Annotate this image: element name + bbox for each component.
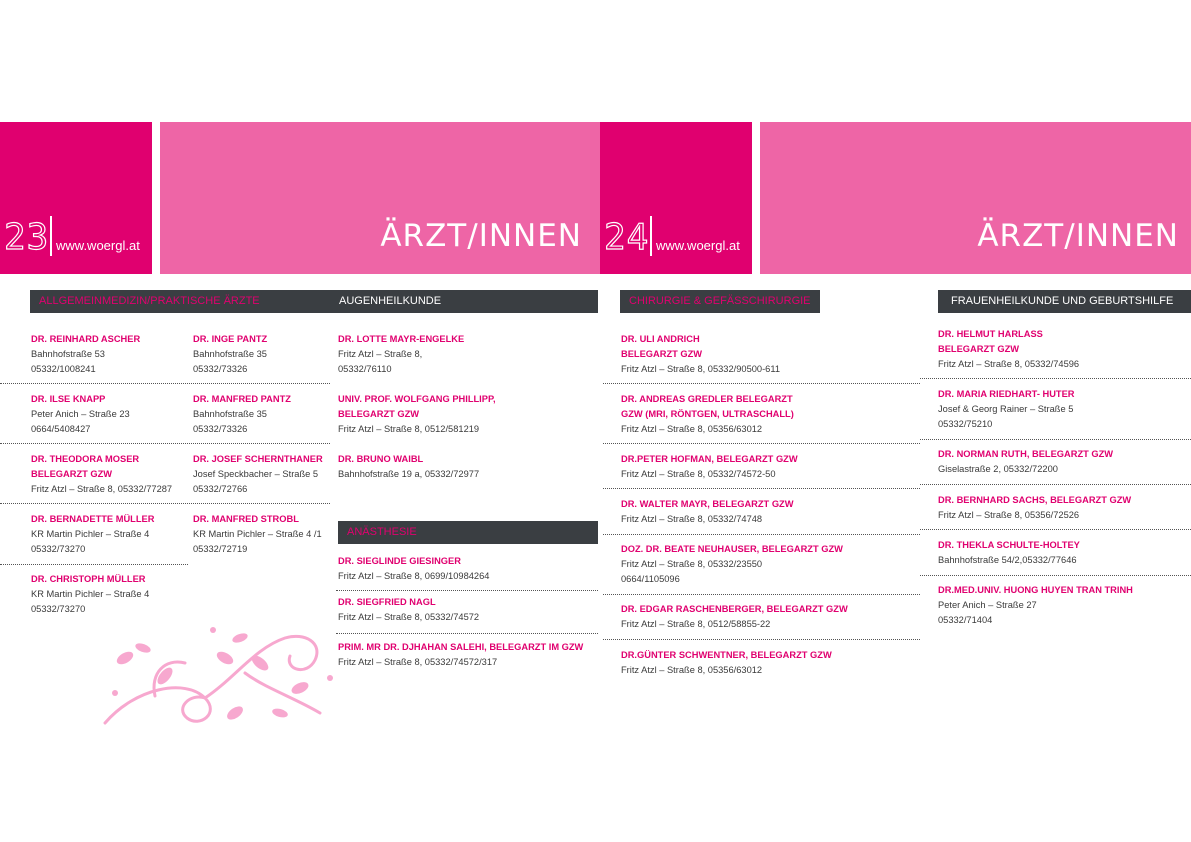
doctor-entry	[938, 327, 1079, 372]
address-line: Bahnhofstraße 35	[193, 349, 267, 359]
doctor-name: PRIM. MR DR. DJHAHAN SALEHI, BELEGARZT IM GZW	[338, 642, 584, 652]
phone-line: 05332/75210	[938, 419, 993, 429]
divider	[603, 383, 920, 384]
address-line: KR Martin Pichler – Straße 4	[31, 589, 150, 599]
address-line: KR Martin Pichler – Straße 4	[31, 529, 150, 539]
doctor-entry	[31, 392, 130, 437]
address-line: Josef Speckbacher – Straße 5	[193, 469, 319, 479]
divider	[0, 443, 330, 444]
doctor-name-cont: BELEGARZT GZW	[338, 409, 420, 419]
doctor-name-cont: BELEGARZT GZW	[621, 349, 703, 359]
phone-line: 0664/5408427	[31, 424, 91, 434]
doctor-entry	[621, 648, 832, 678]
doctor-name: DR. INGE PANTZ	[193, 334, 268, 344]
doctor-entry	[938, 387, 1075, 432]
phone-line: 05332/76110	[338, 364, 392, 374]
phone-line: 05332/73326	[193, 364, 248, 374]
page-number-block-right	[600, 122, 752, 274]
phone-line: 05332/72719	[193, 544, 248, 554]
phone-line: 05332/71404	[938, 615, 993, 625]
doctor-entry	[338, 554, 489, 584]
address-line: Fritz Atzl – Straße 8, 0512/581219	[338, 424, 480, 434]
section-heading-augenheilkunde: AUGENHEILKUNDE	[330, 290, 598, 313]
doctor-name: DR. BERNADETTE MÜLLER	[31, 514, 155, 524]
doctor-entry	[938, 447, 1113, 477]
doctor-name: DR. ILSE KNAPP	[31, 394, 106, 404]
address-line: Fritz Atzl – Straße 8, 05356/63012	[621, 665, 763, 675]
divider	[603, 443, 920, 444]
divider	[603, 594, 920, 595]
doctor-name: DR. THEODORA MOSER	[31, 454, 140, 464]
doctor-name: DR. MANFRED STROBL	[193, 514, 299, 524]
doctor-name: DR.PETER HOFMAN, BELEGARZT GZW	[621, 454, 798, 464]
address-line: Fritz Atzl – Straße 8,	[338, 349, 423, 359]
address-line: Peter Anich – Straße 27	[938, 600, 1037, 610]
divider	[0, 383, 330, 384]
doctor-name: DR.GÜNTER SCHWENTNER, BELEGARZT GZW	[621, 650, 832, 660]
address-line: Fritz Atzl – Straße 8, 05332/74596	[938, 359, 1080, 369]
doctor-entry	[31, 452, 172, 497]
doctor-name: DOZ. DR. BEATE NEUHAUSER, BELEGARZT GZW	[621, 544, 843, 554]
phone-line: 05332/73270	[31, 604, 86, 614]
phone-line: 05332/1008241	[31, 364, 96, 374]
divider	[920, 439, 1191, 440]
doctor-name: DR. MARIA RIEDHART- HUTER	[938, 389, 1075, 399]
divider	[603, 534, 920, 535]
doctor-entry	[31, 332, 140, 377]
page-number-divider	[50, 216, 52, 256]
doctor-name: UNIV. PROF. WOLFGANG PHILLIPP,	[338, 394, 496, 404]
doctor-entry	[193, 512, 322, 557]
address-line: Bahnhofstraße 53	[31, 349, 105, 359]
doctor-entry	[621, 392, 794, 437]
doctor-name: DR. WALTER MAYR, BELEGARZT GZW	[621, 499, 794, 509]
doctor-entry	[938, 583, 1133, 628]
doctor-name: DR. EDGAR RASCHENBERGER, BELEGARZT GZW	[621, 604, 848, 614]
doctor-entry	[621, 452, 798, 482]
doctor-entry	[621, 497, 794, 527]
doctor-entry	[338, 595, 479, 625]
divider	[920, 575, 1191, 576]
address-line: Fritz Atzl – Straße 8, 0512/58855-22	[621, 619, 771, 629]
address-line: Fritz Atzl – Straße 8, 0699/10984264	[338, 571, 490, 581]
phone-line: 05332/73326	[193, 424, 248, 434]
title-block-right	[760, 122, 1191, 274]
divider	[920, 378, 1191, 379]
doctor-name: DR. REINHARD ASCHER	[31, 334, 141, 344]
section-heading-chirurgie: CHIRURGIE & GEFÄSSCHIRURGIE	[620, 290, 820, 313]
doctor-name-cont: GZW (MRI, RÖNTGEN, ULTRASCHALL)	[621, 409, 794, 419]
page-number-right: 24	[604, 217, 650, 258]
address-line: Fritz Atzl – Straße 8, 05356/63012	[621, 424, 763, 434]
phone-line: 0664/1105096	[621, 574, 680, 584]
doctor-name-cont: BELEGARZT GZW	[938, 344, 1020, 354]
address-line: Fritz Atzl – Straße 8, 05332/74572/317	[338, 657, 498, 667]
address-line: Giselastraße 2, 05332/72200	[938, 464, 1058, 474]
doctor-entry	[193, 332, 267, 377]
doctor-entry	[193, 452, 323, 497]
address-line: KR Martin Pichler – Straße 4 /1	[193, 529, 322, 539]
divider	[603, 639, 920, 640]
doctor-name: DR. JOSEF SCHERNTHANER	[193, 454, 323, 464]
doctor-entry	[938, 493, 1131, 523]
address-line: Bahnhofstraße 54/2,05332/77646	[938, 555, 1077, 565]
doctor-entry	[338, 640, 583, 670]
divider	[0, 564, 188, 565]
doctor-name: DR. HELMUT HARLASS	[938, 329, 1043, 339]
doctor-entry	[338, 332, 464, 377]
doctor-entry	[621, 542, 843, 587]
doctor-entry	[193, 392, 291, 437]
website-url-left: www.woergl.at	[56, 238, 140, 253]
address-line: Bahnhofstraße 35	[193, 409, 267, 419]
address-line: Josef & Georg Rainer – Straße 5	[938, 404, 1074, 414]
doctor-entry	[338, 452, 479, 482]
section-heading-allgemeinmedizin: ALLGEMEINMEDIZIN/PRAKTISCHE ÄRZTE	[30, 290, 330, 313]
doctor-entry	[338, 392, 496, 437]
doctor-entry	[31, 572, 149, 617]
page-number-block-left	[0, 122, 152, 274]
doctor-name: DR. BRUNO WAIBL	[338, 454, 424, 464]
doctor-name: DR. LOTTE MAYR-ENGELKE	[338, 334, 465, 344]
doctor-name: DR. SIEGFRIED NAGL	[338, 597, 436, 607]
doctor-entry	[31, 512, 154, 557]
address-line: Fritz Atzl – Straße 8, 05332/23550	[621, 559, 763, 569]
doctor-name: DR. BERNHARD SACHS, BELEGARZT GZW	[938, 495, 1132, 505]
doctor-entry	[621, 602, 848, 632]
address-line: Fritz Atzl – Straße 8, 05332/74572-50	[621, 469, 776, 479]
doctor-name: DR. CHRISTOPH MÜLLER	[31, 574, 146, 584]
divider	[603, 488, 920, 489]
doctor-name: DR. ANDREAS GREDLER BELEGARZT	[621, 394, 793, 404]
divider	[920, 484, 1191, 485]
page-title-right: ÄRZT/INNEN	[977, 218, 1179, 254]
phone-line: 05332/73270	[31, 544, 86, 554]
doctor-name: DR. NORMAN RUTH, BELEGARZT GZW	[938, 449, 1114, 459]
floral-ornament-icon	[95, 618, 335, 728]
doctor-name: DR.MED.UNIV. HUONG HUYEN TRAN TRINH	[938, 585, 1133, 595]
website-url-right: www.woergl.at	[656, 238, 740, 253]
address-line: Peter Anich – Straße 23	[31, 409, 130, 419]
doctor-name-cont: BELEGARZT GZW	[31, 469, 113, 479]
address-line: Fritz Atzl – Straße 8, 05332/74748	[621, 514, 763, 524]
divider	[0, 503, 330, 504]
page-title-left: ÄRZT/INNEN	[380, 218, 582, 254]
address-line: Fritz Atzl – Straße 8, 05356/72526	[938, 510, 1080, 520]
doctor-name: DR. MANFRED PANTZ	[193, 394, 291, 404]
doctor-entry	[621, 332, 780, 377]
phone-line: 05332/72766	[193, 484, 248, 494]
page-number-divider	[650, 216, 652, 256]
doctor-name: DR. THEKLA SCHULTE-HOLTEY	[938, 540, 1080, 550]
address-line: Fritz Atzl – Straße 8, 05332/77287	[31, 484, 173, 494]
section-heading-anaesthesie: ANÄSTHESIE	[338, 521, 598, 544]
address-line: Fritz Atzl – Straße 8, 05332/90500-611	[621, 364, 780, 374]
address-line: Bahnhofstraße 19 a, 05332/72977	[338, 469, 480, 479]
divider	[336, 590, 598, 591]
doctor-name: DR. ULI ANDRICH	[621, 334, 700, 344]
divider	[336, 633, 598, 634]
title-block-left	[160, 122, 600, 274]
doctor-name: DR. SIEGLINDE GIESINGER	[338, 556, 461, 566]
address-line: Fritz Atzl – Straße 8, 05332/74572	[338, 612, 480, 622]
section-heading-frauenheilkunde: FRAUENHEILKUNDE UND GEBURTSHILFE	[938, 290, 1191, 313]
divider	[920, 529, 1191, 530]
page-number-left: 23	[4, 217, 50, 258]
doctor-entry	[938, 538, 1080, 568]
